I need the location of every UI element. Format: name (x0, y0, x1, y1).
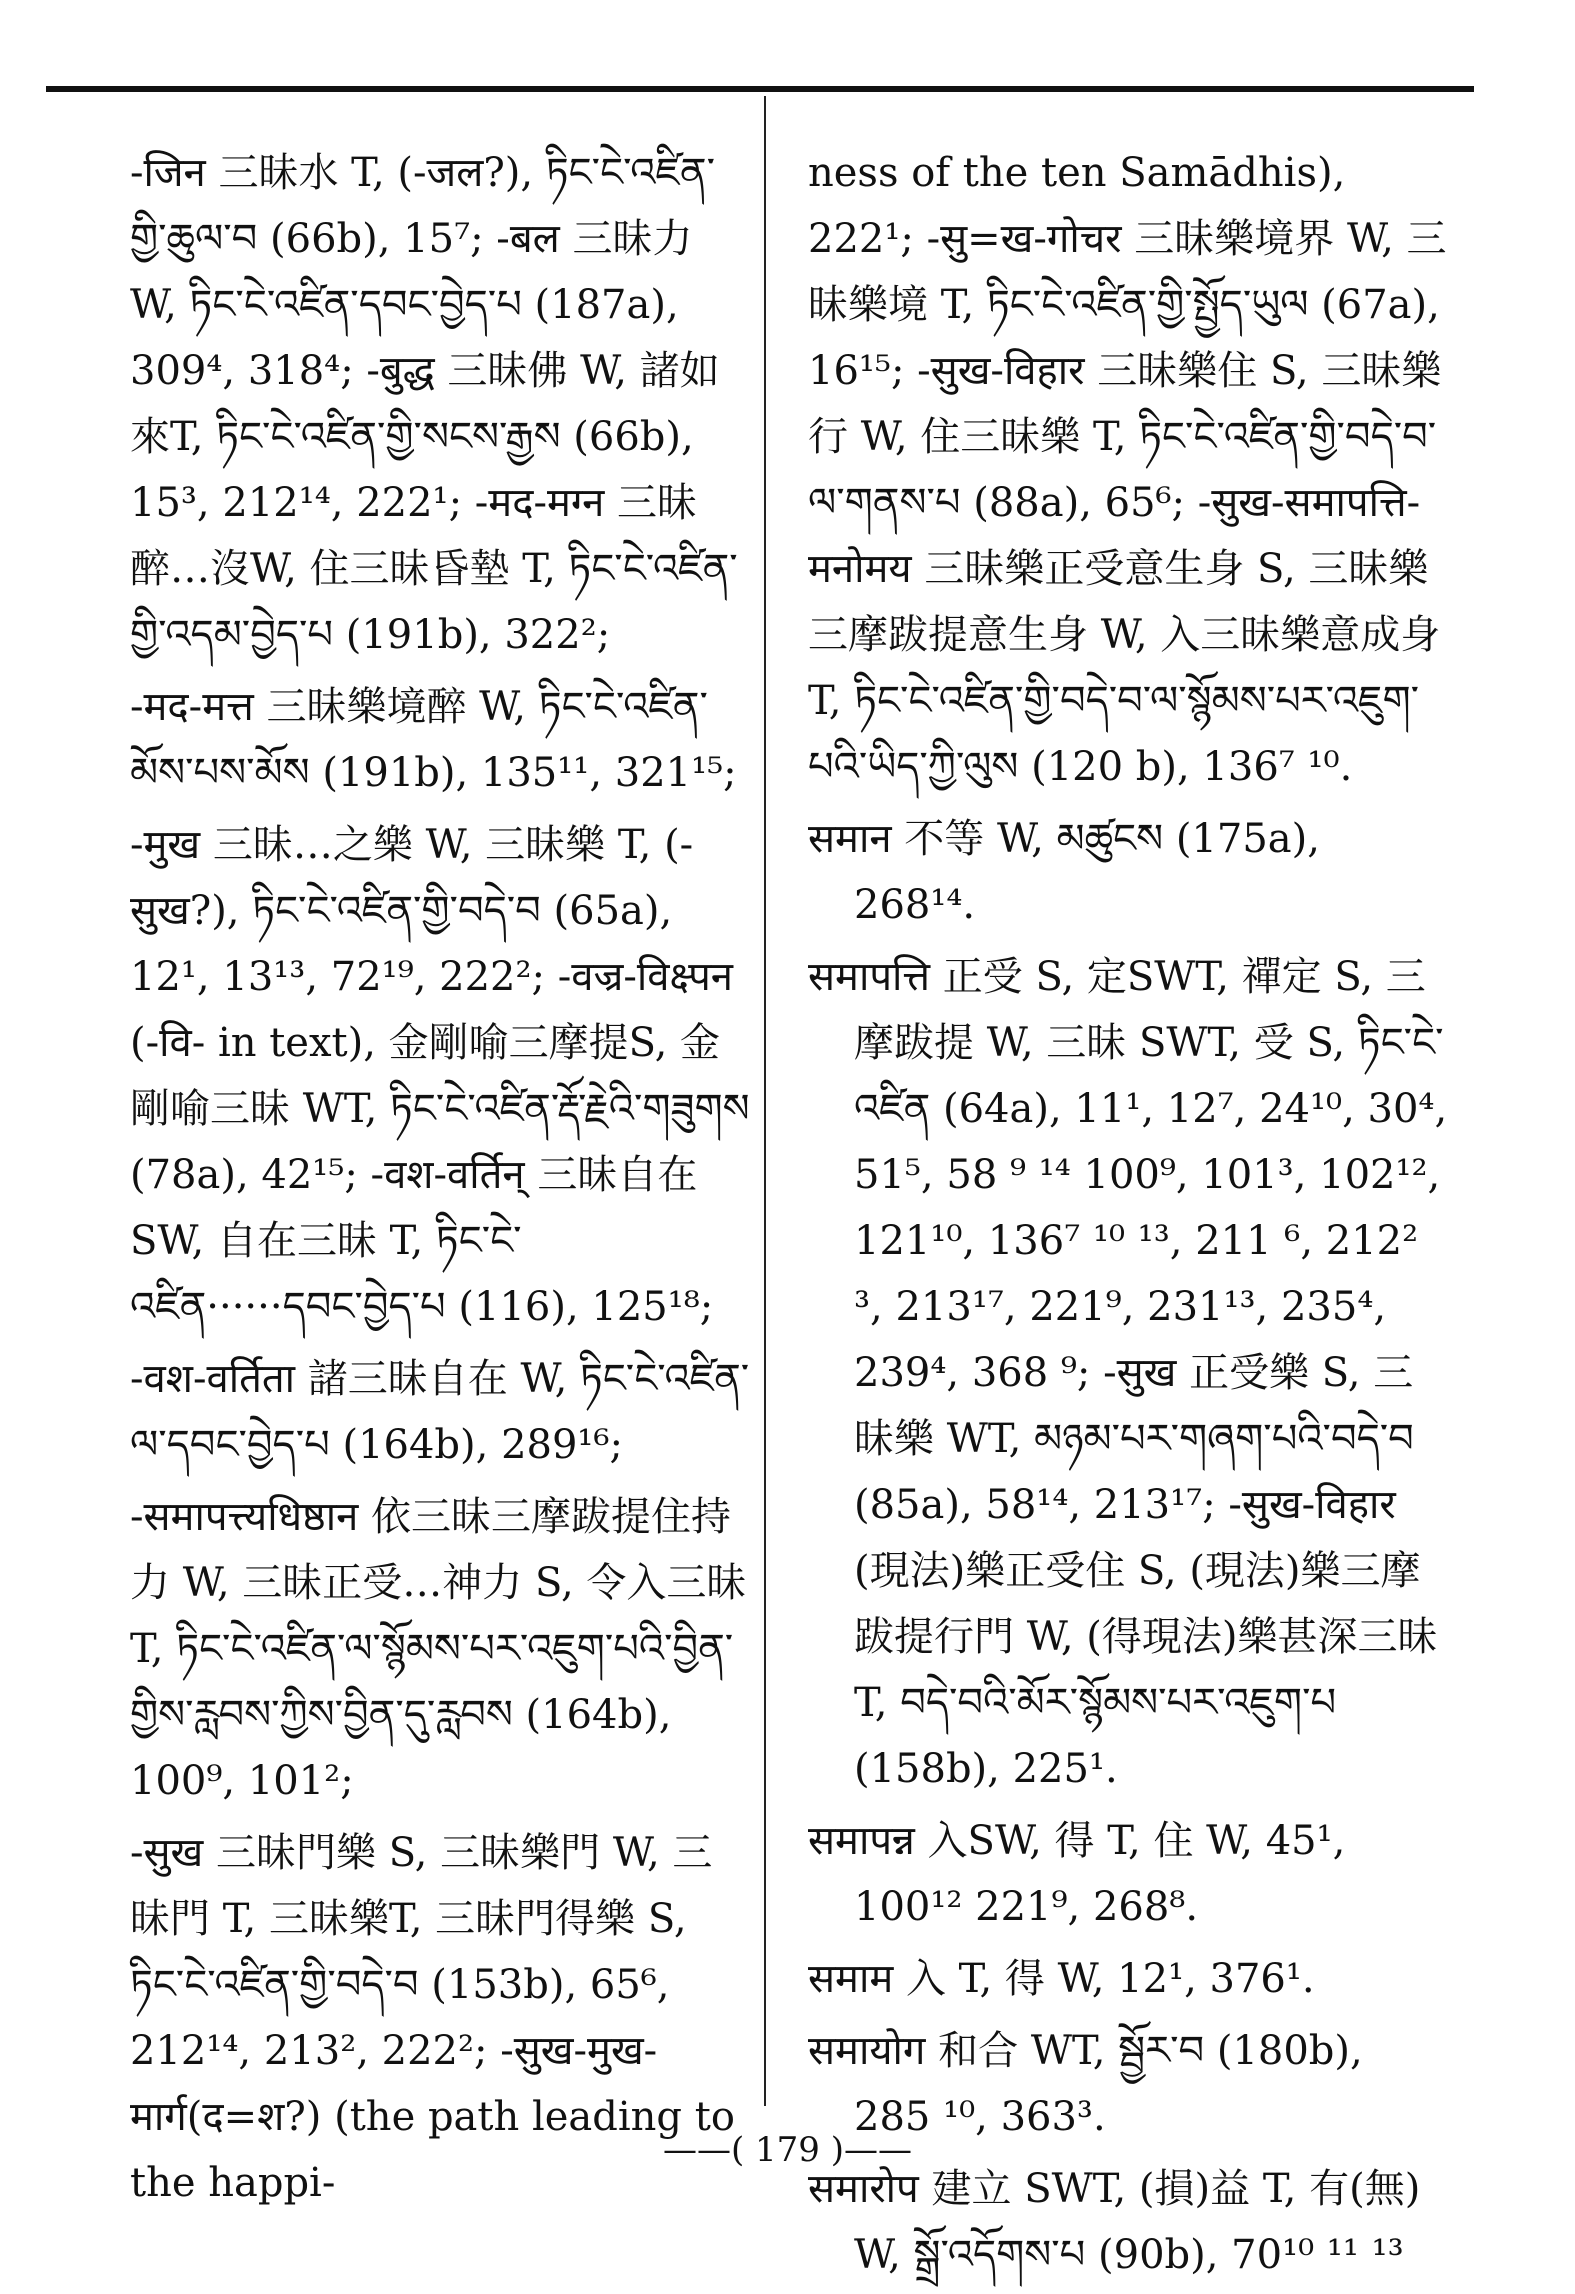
entry: ness of the ten Samādhis), 222¹; -सु=ख-गोचर 三昧樂境界 W, 三昧樂境 T, ཏིང་ངེ་འཛིན་གྱི་སྤྱོད་ཡུལ (67a), 16¹⁵; -सुख-विहार 三昧樂住 S, 三昧樂行 W, 住三昧樂 T, ཏིང་ངེ་འཛིན་གྱི་བདེ་བ་ལ་གནས་པ (88a), 65⁶; -सुख-समापत्ति-मनोमय 三昧樂正受意生身 S, 三昧樂三摩跋提意生身 W, 入三昧樂意成身 T, ཏིང་ངེ་འཛིན་གྱི་བདེ་བ་ལ་སྙོམས་པར་འཇུག་པའི་ཡིད་ཀྱི་ལུས (120 b), 136⁷ ¹⁰. (808, 150, 1447, 790)
entry: समापन्न 入SW, 得 T, 住 W, 45¹, 100¹² 221⁹, 268⁸. (808, 1818, 1346, 1930)
entry: -मुख 三昧…之樂 W, 三昧樂 T, (-सुख?), ཏིང་ངེ་འཛིན་གྱི་བདེ་བ (65a), 12¹, 13¹³, 72¹⁹, 222²; -वज्र-विक्ष्पन (-वि- in text), 金剛喻三摩提S, 金剛喻三昧 WT, ཏིང་ངེ་འཛིན་རྡོ་རྗེའི་གཟུགས (78a), 42¹⁵; -वश-वर्तिन् 三昧自在 SW, 自在三昧 T, ཏིང་ངེ་འཛིན······དབང་བྱེད་པ (116), 125¹⁸; (130, 822, 750, 1330)
entry: समान 不等 W, མཚུངས (175a), 268¹⁴. (808, 816, 1320, 928)
entry: समारोप 建立 SWT, (損)益 T, 有(無) W, སྒྲོ་འདོགས་པ (90b), 70¹⁰ ¹¹ ¹³ (808, 2166, 1421, 2278)
left-column (130, 140, 750, 2222)
entry: समापत्ति 正受 S, 定SWT, 禪定 S, 三摩跋提 W, 三昧 SWT, 受 S, ཏིང་ངེ་འཛིན (64a), 11¹, 12⁷, 24¹⁰, 30⁴, 51⁵, 58 ⁹ ¹⁴ 100⁹, 101³, 102¹², 121¹⁰, 136⁷ ¹⁰ ¹³, 211 ⁶, 212² ³, 213¹⁷, 221⁹, 231¹³, 235⁴, 239⁴, 368 ⁹; -सुख 正受樂 S, 三昧樂 WT, མཉམ་པར་གཞག་པའི་བདེ་བ (85a), 58¹⁴, 213¹⁷; -सुख-विहार (現法)樂正受住 S, (現法)樂三摩跋提行門 W, (得現法)樂甚深三昧 T, བདེ་བའི་མོར་སྙོམས་པར་འཇུག་པ (158b), 225¹. (808, 954, 1448, 1792)
entry: -सुख 三昧門樂 S, 三昧樂門 W, 三昧門 T, 三昧樂T, 三昧門得樂 S, ཏིང་ངེ་འཛིན་གྱི་བདེ་བ (153b), 65⁶, 212¹⁴, 213², 222²; -सुख-मुख-मार्ग(द=श?) (the path leading to the happi- (130, 1830, 735, 2206)
top-rule (46, 86, 1474, 92)
entry: -मद-मत्त 三昧樂境醉 W, ཏིང་ངེ་འཛིན་མོས་པས་མོས (191b), 135¹¹, 321¹⁵; (130, 684, 737, 796)
entry: -वश-वर्तिता 諸三昧自在 W, ཏིང་ངེ་འཛིན་ལ་དབང་བྱེད་པ (164b), 289¹⁶; (130, 1356, 750, 1468)
entry: समाम 入 T, 得 W, 12¹, 376¹. (808, 1956, 1315, 2002)
page-number: ——( 179 )—— (662, 2130, 913, 2170)
entry: -जिन 三昧水 T, (-जल?), ཏིང་ངེ་འཛིན་གྱི་ཆུལ་བ (66b), 15⁷; -बल 三昧力 W, ཏིང་ངེ་འཛིན་དབང་བྱེད་པ (187a), 309⁴, 318⁴; -बुद्ध 三昧佛 W, 諸如來T, ཏིང་ངེ་འཛིན་གྱི་སངས་རྒྱས (66b), 15³, 212¹⁴, 222¹; -मद-मग्न 三昧醉…沒W, 住三昧昏墊 T, ཏིང་ངེ་འཛིན་གྱི་འདམ་བྱེད་པ (191b), 322²; (130, 150, 738, 658)
column-divider (764, 96, 766, 2106)
entry: समायोग 和合 WT, སྦྱོར་བ (180b), 285 ¹⁰, 363³. (808, 2028, 1363, 2140)
right-column (808, 140, 1448, 2294)
entry: -समापत्त्यधिष्ठान 依三昧三摩跋提住持力 W, 三昧正受…神力 S, 令入三昧 T, ཏིང་ངེ་འཛིན་ལ་སྙོམས་པར་འཇུག་པའི་བྱིན་གྱིས་རླབས་ཀྱིས་བྱིན་དུ་རླབས (164b), 100⁹, 101²; (130, 1494, 747, 1804)
